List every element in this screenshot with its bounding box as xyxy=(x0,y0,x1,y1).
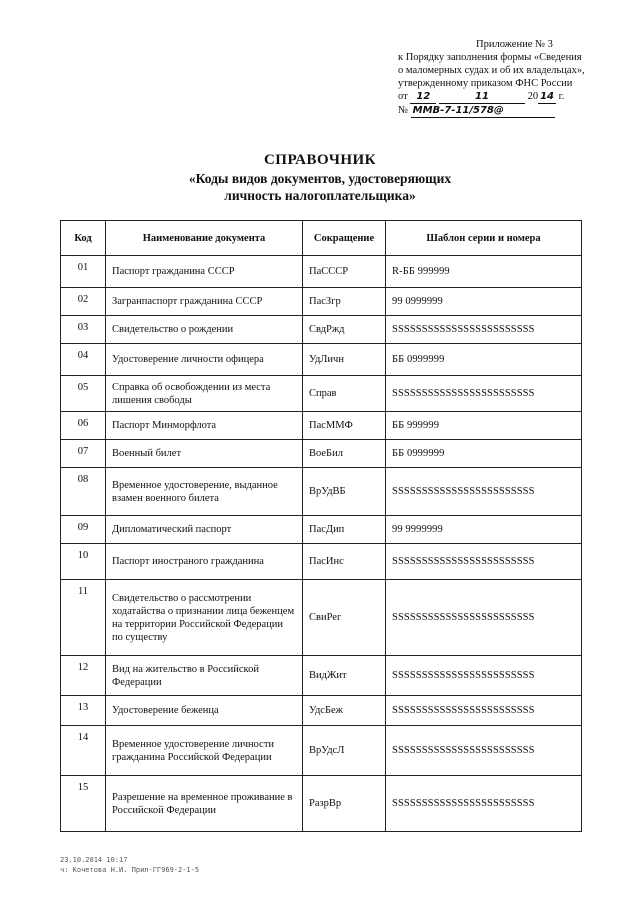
table-row xyxy=(61,376,582,412)
title-sub-1: «Коды видов документов, удостоверяющих xyxy=(188,171,452,186)
cell-name: Временное удостоверение, выданное взамен военного билета xyxy=(106,468,303,516)
cell-code: 05 xyxy=(61,376,106,412)
cell-abbr: ПасЗгр xyxy=(303,288,386,316)
table-row xyxy=(61,440,582,468)
cell-code: 11 xyxy=(61,580,106,656)
stamp-line-1: 23.10.2014 10:17 xyxy=(60,856,128,864)
cell-template: SSSSSSSSSSSSSSSSSSSSSSSS xyxy=(386,776,582,832)
cell-code: 02 xyxy=(61,288,106,316)
cell-abbr: ВоеБил xyxy=(303,440,386,468)
cell-name: Паспорт иностраного гражданина xyxy=(106,544,303,580)
appendix-header xyxy=(398,38,628,118)
cell-code: 08 xyxy=(61,468,106,516)
cell-code: 01 xyxy=(61,256,106,288)
cell-abbr: ВрУдсЛ xyxy=(303,726,386,776)
header-code: Код xyxy=(61,221,106,256)
title-main: СПРАВОЧНИК xyxy=(263,152,377,168)
document-title xyxy=(0,150,640,204)
cell-name: Удостоверение беженца xyxy=(106,696,303,726)
cell-template: SSSSSSSSSSSSSSSSSSSSSSSS xyxy=(386,696,582,726)
header-template: Шаблон серии и номера xyxy=(386,221,582,256)
cell-abbr: ВрУдВБ xyxy=(303,468,386,516)
cell-name: Паспорт гражданина СССР xyxy=(106,256,303,288)
cell-template: 99 0999999 xyxy=(386,288,582,316)
date-year: 14 xyxy=(540,91,554,102)
cell-name: Вид на жительство в Российской Федерации xyxy=(106,656,303,696)
table-row xyxy=(61,696,582,726)
appendix-line-4: утвержденному приказом ФНС России xyxy=(398,78,573,89)
cell-code: 13 xyxy=(61,696,106,726)
cell-code: 07 xyxy=(61,440,106,468)
cell-abbr: Справ xyxy=(303,376,386,412)
cell-template: ББ 999999 xyxy=(386,412,582,440)
cell-abbr: ПасИнс xyxy=(303,544,386,580)
cell-code: 03 xyxy=(61,316,106,344)
cell-code: 14 xyxy=(61,726,106,776)
cell-template: SSSSSSSSSSSSSSSSSSSSSSSS xyxy=(386,316,582,344)
cell-name: Разрешение на временное проживание в Российской Федерации xyxy=(106,776,303,832)
appendix-date xyxy=(398,90,628,104)
date-suffix: г. xyxy=(558,91,565,102)
cell-name: Свидетельство о рождении xyxy=(106,316,303,344)
cell-abbr: СвиРег xyxy=(303,580,386,656)
cell-code: 04 xyxy=(61,344,106,376)
cell-template: SSSSSSSSSSSSSSSSSSSSSSSS xyxy=(386,580,582,656)
table-row xyxy=(61,288,582,316)
cell-code: 12 xyxy=(61,656,106,696)
table-row xyxy=(61,726,582,776)
cell-code: 10 xyxy=(61,544,106,580)
date-day: 12 xyxy=(410,90,436,104)
cell-abbr: УдсБеж xyxy=(303,696,386,726)
cell-template: SSSSSSSSSSSSSSSSSSSSSSSS xyxy=(386,656,582,696)
table-row xyxy=(61,516,582,544)
appendix-order-number xyxy=(398,104,628,118)
cell-template: 99 9999999 xyxy=(386,516,582,544)
table-row xyxy=(61,776,582,832)
cell-code: 09 xyxy=(61,516,106,544)
table-row xyxy=(61,412,582,440)
cell-code: 15 xyxy=(61,776,106,832)
cell-abbr: ПаСССР xyxy=(303,256,386,288)
table-header-row xyxy=(61,221,582,256)
table-row xyxy=(61,468,582,516)
cell-name: Временное удостоверение личности гражданина Российской Федерации xyxy=(106,726,303,776)
table-row xyxy=(61,316,582,344)
cell-name: Справка об освобождении из места лишения свободы xyxy=(106,376,303,412)
header-name: Наименование документа xyxy=(106,221,303,256)
date-prefix: от xyxy=(398,91,408,102)
cell-abbr: ВидЖит xyxy=(303,656,386,696)
cell-template: SSSSSSSSSSSSSSSSSSSSSSSS xyxy=(386,544,582,580)
print-stamp xyxy=(60,855,199,875)
cell-abbr: СвдРжд xyxy=(303,316,386,344)
appendix-number: Приложение № 3 xyxy=(476,39,553,50)
cell-name: Дипломатический паспорт xyxy=(106,516,303,544)
cell-template: SSSSSSSSSSSSSSSSSSSSSSSS xyxy=(386,468,582,516)
table-body xyxy=(61,256,582,832)
cell-name: Удостоверение личности офицера xyxy=(106,344,303,376)
date-year-prefix: 20 xyxy=(527,91,539,102)
cell-template: SSSSSSSSSSSSSSSSSSSSSSSS xyxy=(386,726,582,776)
appendix-line-2: к Порядку заполнения формы «Сведения xyxy=(398,52,582,63)
document-codes-table xyxy=(60,220,582,832)
table-row xyxy=(61,544,582,580)
stamp-line-2: ч: Кочетова Н.И. Прил-ГГ969-2-1-5 xyxy=(60,866,200,874)
table-row xyxy=(61,344,582,376)
table-row xyxy=(61,656,582,696)
cell-name: Военный билет xyxy=(106,440,303,468)
title-sub-2: личность налогоплательщика» xyxy=(224,188,416,203)
table-row xyxy=(61,580,582,656)
cell-name: Свидетельство о рассмотрении ходатайства о признании лица беженцем на территории Российской Федерации по существу xyxy=(106,580,303,656)
cell-template: SSSSSSSSSSSSSSSSSSSSSSSS xyxy=(386,376,582,412)
cell-abbr: ПасДип xyxy=(303,516,386,544)
cell-template: ББ 0999999 xyxy=(386,440,582,468)
date-month: 11 xyxy=(439,90,525,104)
cell-abbr: РазрВр xyxy=(303,776,386,832)
number-prefix: № xyxy=(398,105,409,116)
cell-name: Паспорт Минморфлота xyxy=(106,412,303,440)
appendix-line-3: о маломерных судах и об их владельцах», xyxy=(398,65,585,76)
cell-template: ББ 0999999 xyxy=(386,344,582,376)
header-abbr: Сокращение xyxy=(303,221,386,256)
cell-template: R-ББ 999999 xyxy=(386,256,582,288)
table-row xyxy=(61,256,582,288)
cell-abbr: УдЛичн xyxy=(303,344,386,376)
cell-code: 06 xyxy=(61,412,106,440)
cell-name: Загранпаспорт гражданина СССР xyxy=(106,288,303,316)
cell-abbr: ПасММФ xyxy=(303,412,386,440)
order-number: ММВ-7-11/578@ xyxy=(411,104,555,118)
